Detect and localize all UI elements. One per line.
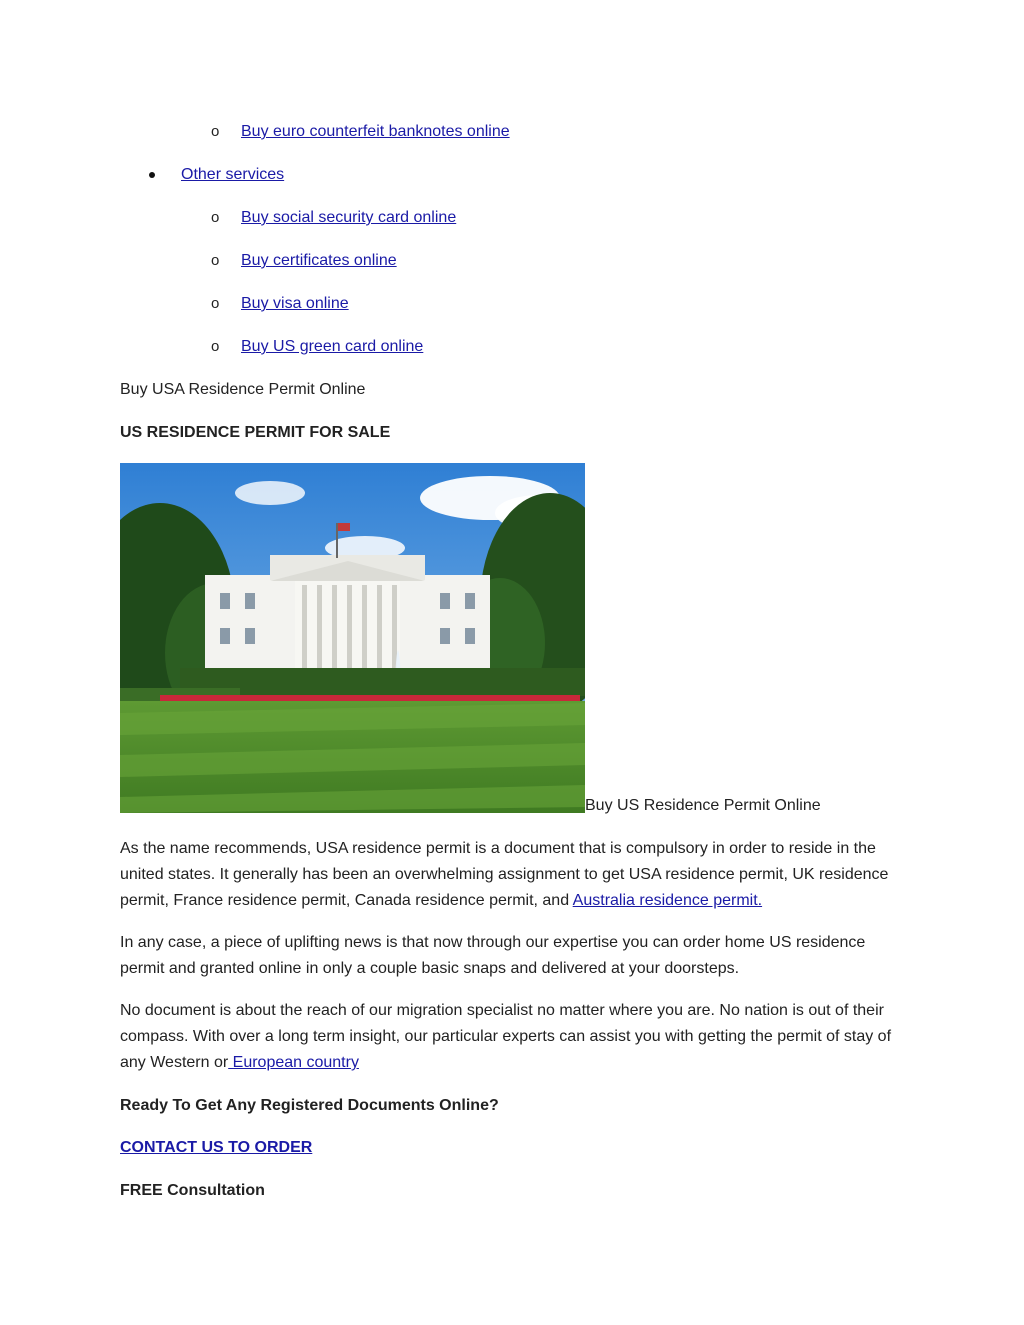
paragraph-2: In any case, a piece of uplifting news is that now through our expertise you can order home US residence permit and granted online in only a couple basic snaps and delivered at your doorsteps. <box>120 934 866 977</box>
euro-banknotes-link[interactable]: Buy euro counterfeit banknotes online <box>241 123 510 140</box>
australia-permit-link[interactable]: Australia residence permit. <box>572 892 763 909</box>
sub-bullet: o <box>211 338 220 355</box>
visa-link[interactable]: Buy visa online <box>241 295 349 312</box>
list-bullet <box>149 172 155 178</box>
sub-bullet: o <box>211 123 220 140</box>
sub-bullet: o <box>211 295 220 312</box>
page-title: Buy USA Residence Permit Online <box>120 381 366 398</box>
european-country-link[interactable]: European country <box>228 1054 359 1071</box>
social-security-link[interactable]: Buy social security card online <box>241 209 457 226</box>
certificates-link[interactable]: Buy certificates online <box>241 252 397 269</box>
section-heading: US RESIDENCE PERMIT FOR SALE <box>120 424 391 441</box>
image-caption: Buy US Residence Permit Online <box>585 797 821 814</box>
paragraph-3-text: No document is about the reach of our migration specialist no matter where you are. No nation is out of their compass. With over a long term insight, our particular experts can assist you with getting the permit of stay of any Western or <box>120 1002 892 1071</box>
green-card-link[interactable]: Buy US green card online <box>241 338 424 355</box>
sub-bullet: o <box>211 252 220 269</box>
free-consultation: FREE Consultation <box>120 1182 265 1199</box>
other-services-link[interactable]: Other services <box>181 166 285 183</box>
paragraph-1-text: As the name recommends, USA residence permit is a document that is compulsory in order to reside in the united states. It generally has been an overwhelming assignment to get USA residence permit, UK residence permit, France residence permit, Canada residence permit, and <box>120 840 889 909</box>
white-house-photo <box>120 463 585 813</box>
paragraph-3 <box>120 998 910 1076</box>
sub-bullet: o <box>211 209 220 226</box>
paragraph-1 <box>120 836 910 914</box>
cta-question: Ready To Get Any Registered Documents Online? <box>120 1097 499 1114</box>
contact-us-link[interactable]: CONTACT US TO ORDER <box>120 1139 313 1156</box>
